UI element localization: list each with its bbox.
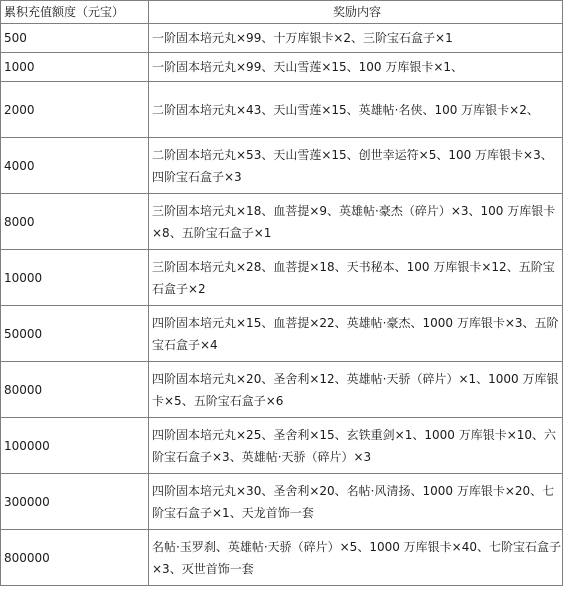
table-row — [1, 53, 563, 82]
table-row — [1, 418, 563, 474]
table-row — [1, 530, 563, 586]
table-row — [1, 362, 563, 418]
reward-cell: 一阶固本培元丸×99、天山雪莲×15、100 万库银卡×1、 — [149, 53, 563, 82]
reward-cell: 四阶固本培元丸×20、圣舍利×12、英雄帖·天骄（碎片）×1、1000 万库银卡×5、五阶宝石盒子×6 — [149, 362, 563, 418]
amount-cell: 4000 — [1, 138, 149, 194]
header-content: 奖励内容 — [149, 1, 563, 24]
reward-cell: 四阶固本培元丸×15、血菩提×22、英雄帖·豪杰、1000 万库银卡×3、五阶宝石盒子×4 — [149, 306, 563, 362]
amount-cell: 500 — [1, 24, 149, 53]
table-row — [1, 82, 563, 138]
reward-cell: 二阶固本培元丸×43、天山雪莲×15、英雄帖·名侠、100 万库银卡×2、 — [149, 82, 563, 138]
amount-cell: 1000 — [1, 53, 149, 82]
reward-cell: 名帖·玉罗刹、英雄帖·天骄（碎片）×5、1000 万库银卡×40、七阶宝石盒子×3、灭世首饰一套 — [149, 530, 563, 586]
amount-cell: 100000 — [1, 418, 149, 474]
reward-cell: 四阶固本培元丸×25、圣舍利×15、玄铁重剑×1、1000 万库银卡×10、六阶宝石盒子×3、英雄帖·天骄（碎片）×3 — [149, 418, 563, 474]
reward-cell: 四阶固本培元丸×30、圣舍利×20、名帖·风清扬、1000 万库银卡×20、七阶宝石盒子×1、天龙首饰一套 — [149, 474, 563, 530]
reward-cell: 二阶固本培元丸×53、天山雪莲×15、创世幸运符×5、100 万库银卡×3、四阶宝石盒子×3 — [149, 138, 563, 194]
reward-cell: 一阶固本培元丸×99、十万库银卡×2、三阶宝石盒子×1 — [149, 24, 563, 53]
header-amount: 累积充值额度（元宝） — [1, 1, 149, 24]
amount-cell: 50000 — [1, 306, 149, 362]
amount-cell: 300000 — [1, 474, 149, 530]
table-row — [1, 24, 563, 53]
amount-cell: 800000 — [1, 530, 149, 586]
reward-cell: 三阶固本培元丸×28、血菩提×18、天书秘本、100 万库银卡×12、五阶宝石盒子×2 — [149, 250, 563, 306]
header-row — [1, 1, 563, 24]
amount-cell: 2000 — [1, 82, 149, 138]
table-row — [1, 138, 563, 194]
amount-cell: 10000 — [1, 250, 149, 306]
amount-cell: 8000 — [1, 194, 149, 250]
table-row — [1, 250, 563, 306]
table-row — [1, 306, 563, 362]
amount-cell: 80000 — [1, 362, 149, 418]
table-row — [1, 474, 563, 530]
table-row — [1, 194, 563, 250]
reward-cell: 三阶固本培元丸×18、血菩提×9、英雄帖·豪杰（碎片）×3、100 万库银卡×8、五阶宝石盒子×1 — [149, 194, 563, 250]
